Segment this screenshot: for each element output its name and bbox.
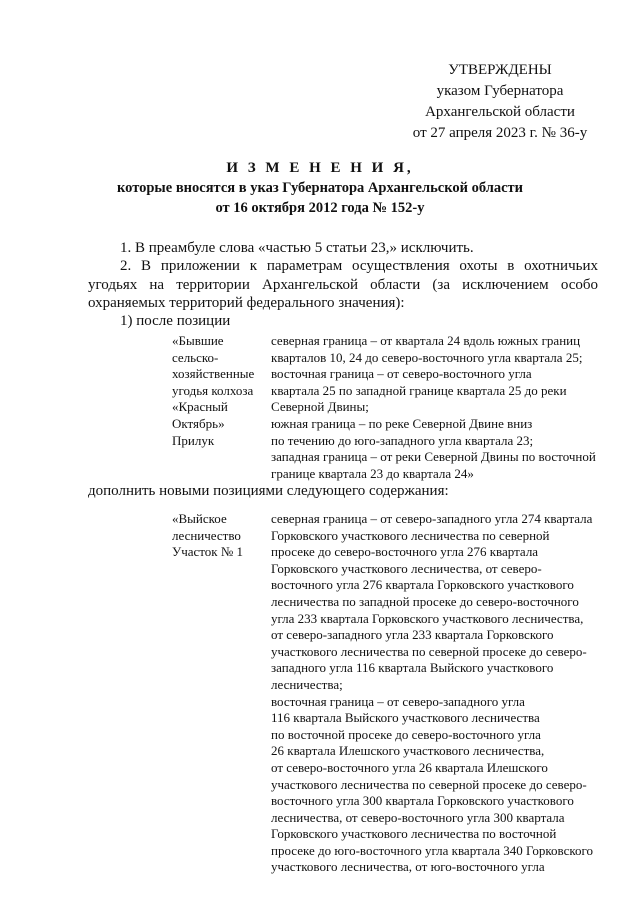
approved-date: от 27 апреля 2023 г. № 36-у — [412, 125, 588, 141]
position-name: «Бывшие сельско- хозяйственные угодья колхоза «Красный Октябрь» Прилук — [172, 333, 255, 448]
approved-by-decree: указом Губернатора — [436, 83, 564, 99]
boundary-line: Горковского участкового лесничества, от северо- — [271, 560, 542, 576]
paragraph-2: 2. В приложении к параметрам осуществления охоты в охотничьих угодьях на территории Архангельской области (за исключением особо охраняемых территорий федерального значения): — [88, 258, 598, 311]
title-subtitle-2: от 16 октября 2012 года № 152-у — [215, 200, 425, 216]
boundary-line: западного угла 116 квартала Выйского участкового — [271, 660, 554, 676]
boundary-line: Горковского участкового лесничества по северной — [271, 527, 550, 543]
boundary-line: западная граница – от реки Северной Двины по восточной — [271, 449, 596, 465]
boundary-line: 116 квартала Выйского участкового лесничества — [271, 710, 540, 726]
title-subtitle-1: которые вносятся в указ Губернатора Архангельской области — [116, 180, 524, 196]
boundary-line: границе квартала 23 до квартала 24» — [271, 465, 474, 481]
boundary-line: северная граница – от северо-западного угла 274 квартала — [271, 511, 593, 526]
boundary-line: восточного угла 276 квартала Горковского участкового — [271, 577, 574, 593]
boundary-line: квартала 25 по западной границе квартала 25 до реки — [271, 382, 567, 398]
paragraph-4: дополнить новыми позициями следующего содержания: — [88, 483, 449, 499]
boundary-line: просеке до юго-восточного угла квартала 340 Горковского — [271, 842, 594, 858]
boundary-line: участкового лесничества по северной просеке до северо- — [271, 776, 587, 792]
paragraph-1: 1. В преамбуле слова «частью 5 статьи 23,» исключить. — [120, 240, 474, 256]
boundary-line: от северо-восточного угла 26 квартала Илешского — [271, 759, 548, 775]
boundary-line: восточная граница – от северо-западного угла — [271, 693, 525, 709]
boundary-line: по восточной просеке до северо-восточного угла — [271, 726, 541, 742]
boundary-line: восточная граница – от северо-восточного угла — [271, 366, 532, 382]
boundary-line: 26 квартала Илешского участкового лесничества, — [271, 743, 545, 759]
boundary-line: Северной Двины; — [271, 399, 369, 415]
boundary-line: участкового лесничества, от юго-восточного угла — [271, 859, 545, 875]
approved-region: Архангельской области — [425, 104, 575, 120]
document-title — [0, 158, 640, 218]
boundary-line: южная граница – по реке Северной Двине вниз — [271, 415, 533, 431]
approval-stamp — [400, 60, 600, 144]
boundary-line: лесничества по западной просеке до северо-восточного — [271, 593, 579, 609]
boundary-line: лесничества, от северо-восточного угла 300 квартала — [271, 809, 565, 825]
boundary-line: просеке до северо-восточного угла 276 квартала — [271, 544, 539, 560]
approved-heading: УТВЕРЖДЕНЫ — [448, 62, 552, 78]
position-boundaries — [271, 511, 621, 876]
boundary-line: угла 233 квартала Горковского участкового лесничества, — [271, 610, 584, 626]
boundary-line: Горковского участкового лесничества по восточной — [271, 826, 557, 842]
position-boundaries — [271, 333, 621, 482]
boundary-line: по течению до юго-западного угла квартала 23; — [271, 432, 534, 448]
title-main: И З М Е Н Е Н И Я, — [226, 160, 414, 176]
paragraph-3: 1) после позиции — [120, 313, 231, 329]
boundary-line: северная граница – от квартала 24 вдоль южных границ — [271, 333, 581, 348]
boundary-line: от северо-западного угла 233 квартала Горковского — [271, 627, 554, 643]
boundary-line: участкового лесничества по северной просеке до северо- — [271, 643, 587, 659]
boundary-line: кварталов 10, 24 до северо-восточного угла квартала 25; — [271, 349, 583, 365]
boundary-line: восточного угла 300 квартала Горковского участкового — [271, 793, 574, 809]
position-name: «Выйское лесничество Участок № 1 — [172, 511, 244, 560]
boundary-line: лесничества; — [271, 676, 343, 692]
